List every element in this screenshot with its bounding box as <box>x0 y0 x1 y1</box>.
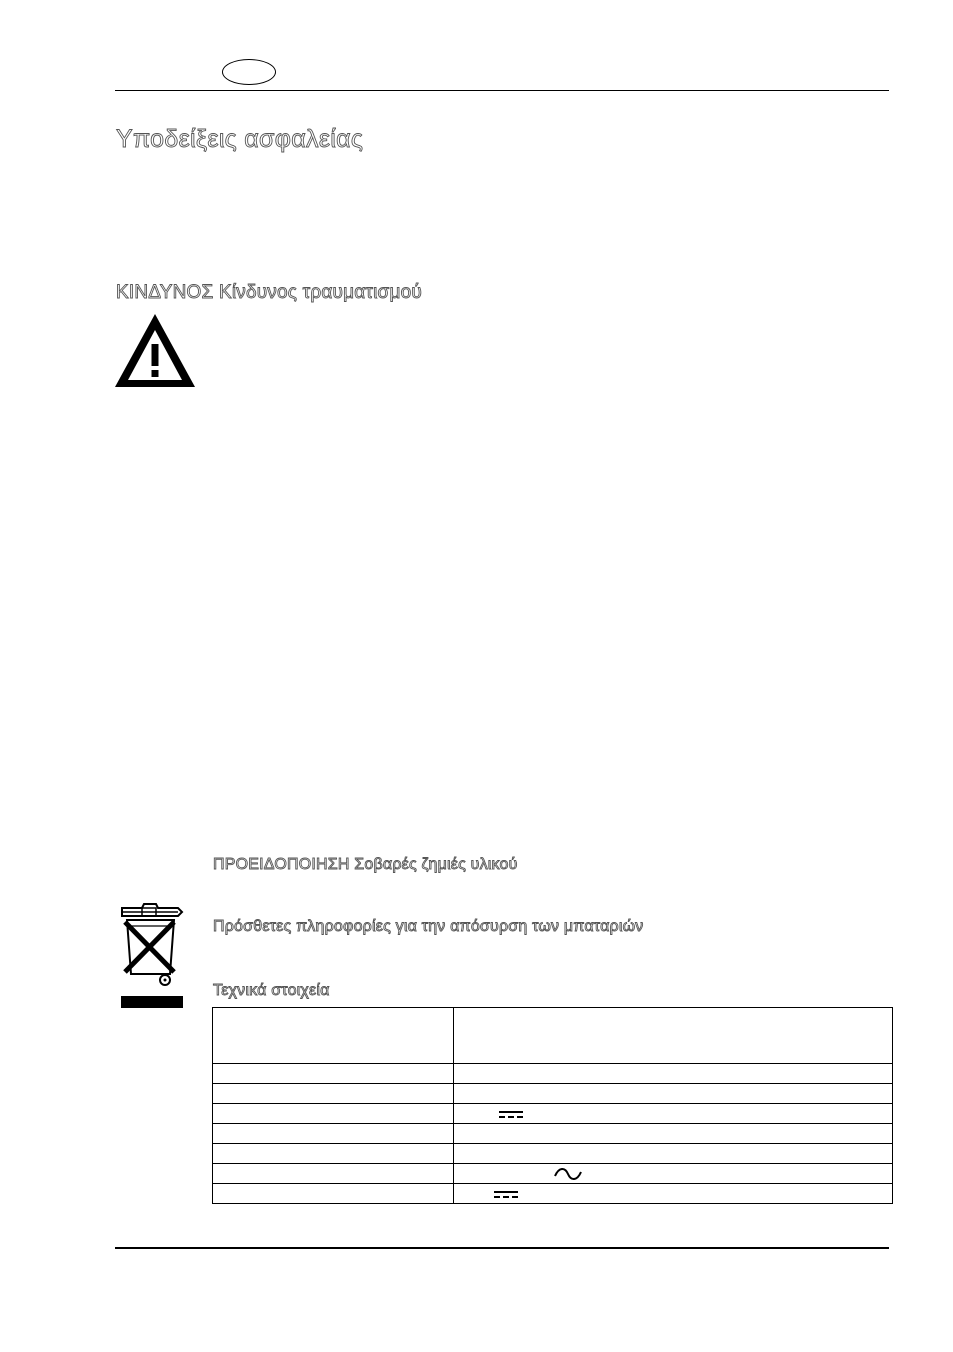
table-row <box>213 1008 893 1064</box>
spec-label <box>213 1164 454 1184</box>
spec-label <box>213 1104 454 1124</box>
technical-data-table <box>212 1007 893 1204</box>
warning-triangle-icon <box>114 312 198 390</box>
spec-label <box>213 1084 454 1104</box>
spec-value <box>454 1124 893 1144</box>
spec-label <box>213 1184 454 1204</box>
footer-rule <box>115 1247 889 1249</box>
spec-value-cell <box>454 1104 893 1124</box>
table-row <box>213 1064 893 1084</box>
dc-symbol-icon <box>499 1110 523 1118</box>
table-row <box>213 1144 893 1164</box>
header-rule <box>115 90 889 91</box>
table-row <box>213 1164 893 1184</box>
section-title: Υποδείξεις ασφαλείας <box>116 125 364 153</box>
ac-symbol-icon <box>554 1167 582 1181</box>
spec-value <box>454 1084 893 1104</box>
spec-value-cell <box>454 1184 893 1204</box>
table-row <box>213 1084 893 1104</box>
table-row <box>213 1104 893 1124</box>
spec-value <box>454 1064 893 1084</box>
spec-label <box>213 1008 454 1064</box>
spec-value-cell <box>454 1164 893 1184</box>
battery-disposal-heading: Πρόσθετες πληροφορίες για την απόσυρση των μπαταριών <box>213 918 644 935</box>
crossed-out-wheelie-bin-icon <box>118 902 184 1010</box>
table-row <box>213 1184 893 1204</box>
language-badge <box>222 59 276 85</box>
spec-value <box>454 1008 893 1064</box>
technical-data-heading: Τεχνικά στοιχεία <box>213 982 330 999</box>
spec-label <box>213 1144 454 1164</box>
dc-symbol-icon <box>494 1190 518 1198</box>
warning-heading: ΠΡΟΕΙΔΟΠΟΙΗΣΗ Σοβαρές ζημιές υλικού <box>213 856 518 873</box>
spec-label <box>213 1064 454 1084</box>
danger-heading: ΚΙΝΔΥΝΟΣ Κίνδυνος τραυματισμού <box>116 282 422 303</box>
spec-value <box>454 1144 893 1164</box>
spec-label <box>213 1124 454 1144</box>
table-row <box>213 1124 893 1144</box>
